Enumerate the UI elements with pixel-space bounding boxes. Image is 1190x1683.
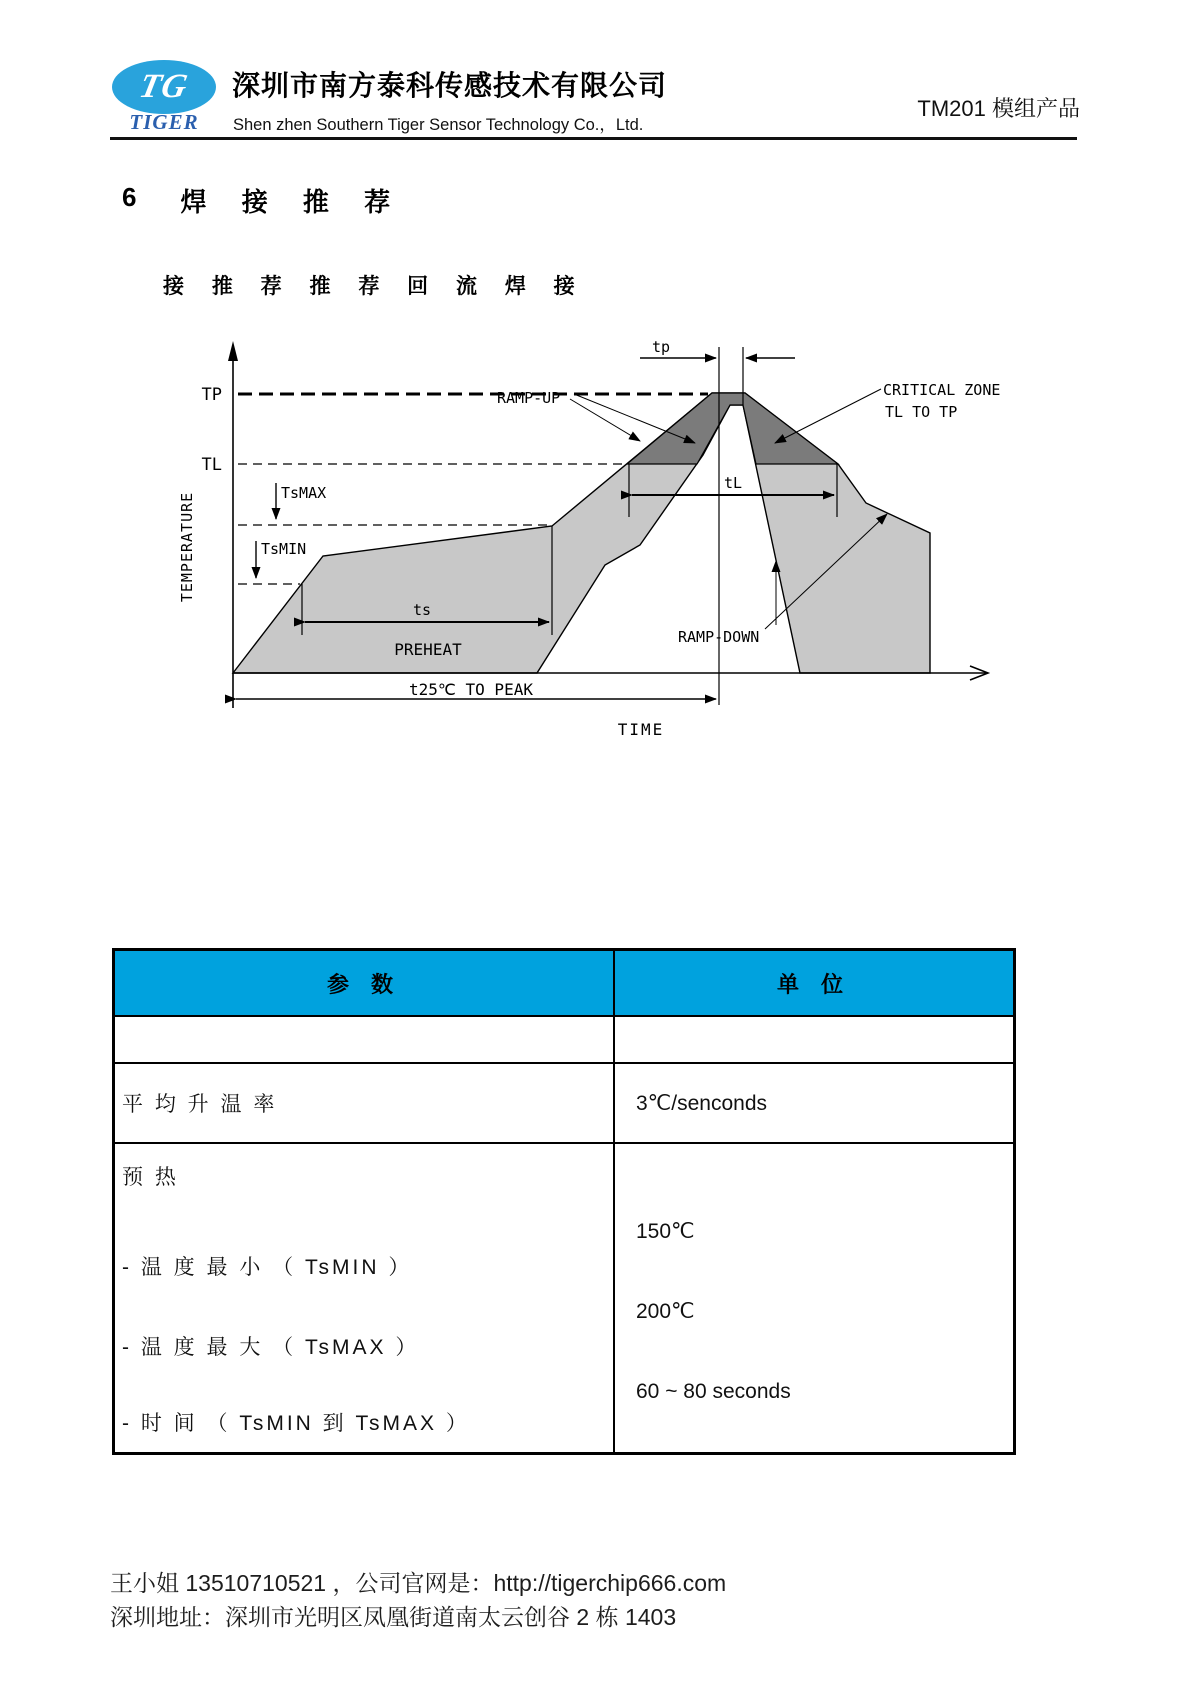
table-row-preheat — [114, 1143, 1015, 1454]
reflow-profile-chart — [150, 295, 1030, 750]
preheat-param-cell — [114, 1143, 615, 1454]
x-axis-title: TIME — [617, 720, 665, 739]
empty-cell-param — [114, 1016, 615, 1063]
tp-dim-label: tp — [651, 338, 671, 356]
section-number: 6 — [122, 182, 137, 212]
empty-cell-unit — [614, 1016, 1015, 1063]
critical-zone-pointer — [775, 389, 881, 443]
tsmin-level-label: TsMIN — [261, 540, 307, 558]
ramp-up-label: RAMP-UP — [497, 389, 561, 407]
soldering-parameter-table — [112, 948, 1016, 1455]
y-axis-arrow — [228, 341, 238, 361]
footer-contact-line: 王小姐 13510710521 ，公司官网是：http://tigerchip666.com — [110, 1570, 727, 1596]
preheat-unit-cell — [614, 1143, 1015, 1454]
header-divider — [110, 137, 1077, 140]
tsmax-unit-value: 200℃ — [636, 1300, 695, 1323]
company-logo-icon — [112, 60, 216, 114]
tp-level-label: TP — [201, 385, 222, 405]
ramp-down-label: RAMP-DOWN — [678, 628, 760, 646]
ramp-rate-unit: 3℃/senconds — [614, 1063, 1015, 1143]
tsmin-unit-value: 150℃ — [636, 1220, 695, 1243]
tl-dim-label: tL — [723, 474, 743, 492]
t25-dim-label: t25℃ TO PEAK — [409, 680, 533, 699]
tl-level-label: TL — [201, 455, 222, 475]
company-name-en: Shen zhen Southern Tiger Sensor Technology Co.，Ltd. — [233, 115, 644, 134]
tsmax-level-label: TsMAX — [281, 484, 327, 502]
ramp-up-pointer-1 — [570, 399, 640, 441]
section-heading — [122, 182, 404, 219]
preheat-param-line: 预 热 — [122, 1166, 179, 1189]
footer-address-line: 深圳地址：深圳市光明区凤凰街道南太云创谷 2 栋 1403 — [110, 1604, 677, 1630]
reflow-profile-svg — [150, 295, 1030, 745]
ramp-up-pointer-2 — [574, 394, 695, 443]
ts-dim-label: ts — [412, 601, 432, 619]
y-axis-title: TEMPERATURE — [178, 491, 196, 603]
critical-zone-label-2: TL TO TP — [885, 403, 958, 421]
preheat-label: PREHEAT — [394, 640, 462, 659]
tsmax-param-line: - 温 度 最 大 （ TsMAX ） — [122, 1336, 420, 1359]
section-subtitle: 接 推 荐 推 荐 回 流 焊 接 — [163, 275, 586, 298]
critical-zone-label-1: CRITICAL ZONE — [883, 381, 1001, 399]
time-param-line: - 时 间 （ TsMIN 到 TsMAX ） — [122, 1412, 470, 1435]
table-header-row — [114, 950, 1015, 1017]
section-title: 焊 接 推 荐 — [180, 187, 405, 217]
table-row-ramp-rate — [114, 1063, 1015, 1143]
ramp-rate-param: 平 均 升 温 率 — [114, 1063, 615, 1143]
table-empty-row — [114, 1016, 1015, 1063]
product-name: TM201 模组产品 — [917, 96, 1080, 121]
logo-brand-text: TIGER — [129, 110, 199, 134]
column-header-unit: 单 位 — [614, 950, 1015, 1017]
tsmin-param-line: - 温 度 最 小 （ TsMIN ） — [122, 1256, 413, 1279]
column-header-parameter: 参 数 — [114, 950, 615, 1017]
company-name-cn: 深圳市南方泰科传感技术有限公司 — [232, 70, 668, 101]
page-footer — [110, 1566, 726, 1634]
logo-tg-monogram: TG — [136, 68, 192, 105]
profile-band — [233, 393, 930, 673]
time-unit-value: 60 ~ 80 seconds — [636, 1380, 791, 1403]
